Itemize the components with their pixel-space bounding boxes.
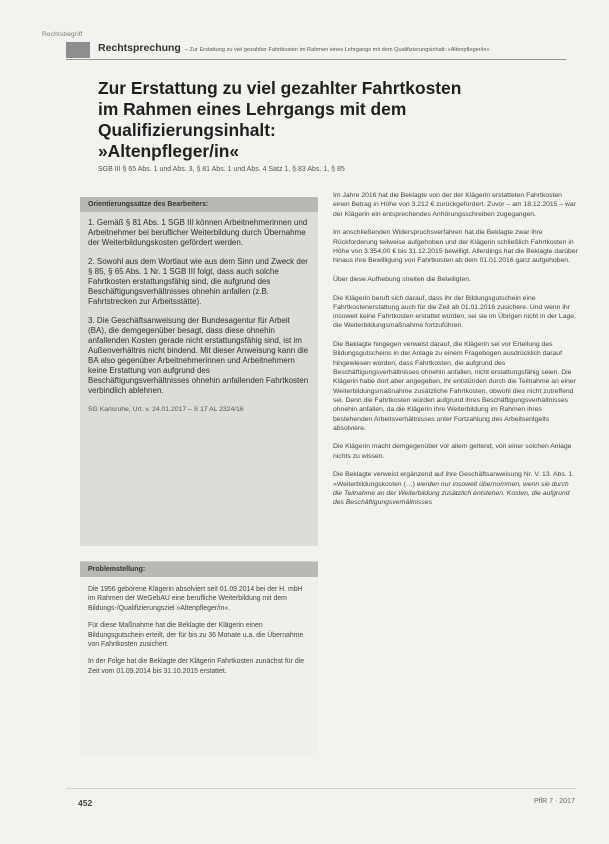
problem-paragraph: Die 1956 geborene Klägerin absolviert seit 01.09.2014 bei der H. mbH im Rahmen der WeGebAU eine berufliche Weiterbildung mit dem Bildungs-/Qualifizierungsziel »Altenpfleger/in«. (88, 586, 303, 612)
section-subtitle: – Zur Erstattung zu viel gezahlter Fahrtkosten im Rahmen eines Lehrgangs mit dem Qualifizierungsinhalt: »Altenpfleger/in« (184, 47, 490, 53)
body-paragraph: Im Jahre 2016 hat die Beklagte von der der Klägerin erstatteten Fahrtkosten einen Betrag in Höhe von 3.212 € zurückgefordert. Zuvor – am 18.12.2015 – war der Klägerin ein entsprechendes Anhörungsschreiben zugegangen. (333, 192, 576, 218)
body-paragraph: Die Beklagte hingegen verweist darauf, die Klägerin sei vor Erteilung des Bildungsgutscheins in der Anlage zu einem Fragebogen ausdrücklich darauf hingewiesen worden, dass Fahrtkosten, die aufgrund des Beschäftigungsverhältnisses ohnehin anfallen, nicht erstattungsfähig seien. Die Klägerin habe dort aber angegeben, ihr entstünden durch die Teilnahme an einer Weiterbildungsmaßnahme zusätzliche Fahrtkosten, obwohl dies nicht zutreffend sei. Denn die Fahrtkosten würden aufgrund ihres Beschäftigungsverhältnisses ohnehin anfallen, da die Klägerin ihre Weiterbildung im Rahmen ihres bestehenden Arbeitsverhältnisses unter Fortzahlung des Arbeitsentgelts absolviere. (333, 341, 576, 432)
running-head: Rechtsbegriff (42, 31, 83, 38)
page-number: 452 (78, 798, 93, 808)
journal-ref: PflR 7 · 2017 (534, 798, 575, 805)
quoted-instruction: werden nur insoweit übernommen, wenn sie durch die Teilnahme an der Weiterbildung zusätzlich entstehen. Kosten, die aufgrund des Beschäftigungsverhältnisses (333, 480, 570, 507)
body-paragraph: Über diese Aufhebung streiten die Beteiligten. (333, 275, 471, 283)
section-marker (66, 42, 90, 58)
body-paragraph: Die Klägerin macht demgegenüber vor allem geltend, von einer solchen Anlage nichts zu wissen. (333, 443, 572, 460)
title-line: im Rahmen eines Lehrgangs mit dem Qualifizierungsinhalt: (98, 99, 407, 140)
header-divider (66, 59, 566, 60)
orientation-paragraph: 3. Die Geschäftsanweisung der Bundesagentur für Arbeit (BA), die demgegenüber besagt, dass diese ohnehin anfallenden Kosten gerade nicht erstattungsfähig sind, ist im Außenverhältnis nicht bindend. Mit dieser Anweisung kann die BA also gegenüber Arbeitnehmerinnen und Arbeitnehmern keine Erstattung von aufgrund des Beschäftigungsverhältnisses ohnehin anfallenden Fahrtkosten verbindlich ablehnen. (88, 316, 309, 395)
right-column (333, 191, 578, 517)
orientation-paragraph: 2. Sowohl aus dem Wortlaut wie aus dem Sinn und Zweck der § 85, § 65 Abs. 1 Nr. 1 SGB III folgt, dass auch solche Fahrtkosten erstattungsfähig sind, die aufgrund des Beschäftigungsverhältnisses ohnehin anfallen (z.B. Fahrtstrecken zur Arbeitsstätte). (88, 257, 308, 306)
body-paragraph: Die Klägerin beruft sich darauf, dass ihr der Bildungsgutschein eine Fahrtkostenerstattung auch für die Zeit ab 01.01.2016 zusichere. Und wenn ihr insoweit keine Fahrtkosten erstattet würden, sei sie im Übrigen nicht in der Lage, die Weiterbildungsmaßnahme fortzuführen. (333, 294, 576, 330)
orientation-paragraph: 1. Gemäß § 81 Abs. 1 SGB III können Arbeitnehmerinnen und Arbeitnehmer bei beruflicher Weiterbildung durch Übernahme der Weiterbildungskosten gefördert werden. (88, 218, 308, 247)
section-heading (98, 42, 490, 54)
article-title (98, 78, 578, 162)
body-paragraph-last (333, 470, 578, 507)
orientation-heading: Orientierungssätze des Bearbeiters: (80, 197, 318, 212)
section-title: Rechtsprechung (98, 42, 181, 54)
problem-paragraph: In der Folge hat die Beklagte der Klägerin Fahrtkosten zunächst für die Zeit vom 01.09.2014 bis 31.10.2015 erstattet. (88, 658, 305, 675)
title-line: Zur Erstattung zu viel gezahlter Fahrtkosten (98, 78, 462, 98)
footer-divider (66, 788, 576, 789)
orientation-box (80, 197, 318, 546)
paragraph-intro: Die Beklagte verweist ergänzend auf ihre Geschäftsanweisung Nr. V. 13. Abs. 1. »Weiterbildungskosten (…) (333, 471, 575, 488)
court-citation: SG Karlsruhe, Urt. v. 24.01.2017 – S 17 AL 2324/16 (88, 406, 244, 413)
problem-box (80, 561, 318, 758)
problem-heading: Problemstellung: (80, 562, 318, 577)
title-line: »Altenpfleger/in« (98, 141, 240, 161)
problem-paragraph: Für diese Maßnahme hat die Beklagte der Klägerin einen Bildungsgutschein erteilt, der für bis zu 36 Monate u.a. die Übernahme von Fahrtkosten zusichert. (88, 622, 304, 649)
body-paragraph: Im anschließenden Widerspruchsverfahren hat die Beklagte zwar ihre Rückforderung teilweise aufgehoben und der Klägerin schließlich Fahrtkosten in Höhe von 3.354,00 € bis 31.12.2015 bewilligt. Allerdings hat die Beklagte darüber hinaus ihre Bewilligung von Fahrtkosten ab dem 01.01.2016 ganz aufgehoben. (333, 229, 578, 265)
legal-norms: SGB III § 65 Abs. 1 und Abs. 3, § 81 Abs. 1 und Abs. 4 Satz 1, § 83 Abs. 1, § 85 (98, 166, 345, 173)
